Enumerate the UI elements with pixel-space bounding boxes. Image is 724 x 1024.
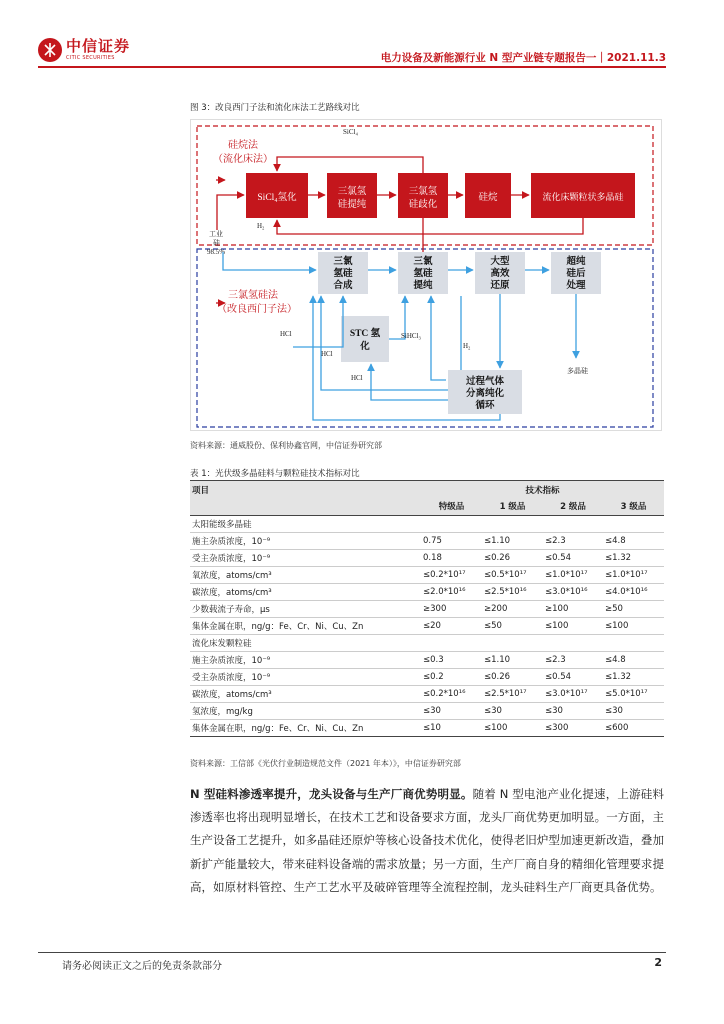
hcl-label-2: HCl bbox=[321, 350, 333, 358]
section-label: 流化床发颗粒硅 bbox=[190, 634, 664, 651]
box-tcs-purify2-l2: 氢硅 bbox=[413, 269, 433, 279]
row-label: 集体金属在职，ng/g：Fe、Cr、Ni、Cu、Zn bbox=[190, 719, 421, 736]
table-row bbox=[190, 617, 664, 634]
box-stc-l2: 化 bbox=[360, 342, 370, 352]
table-cell: ≤1.10 bbox=[482, 651, 543, 668]
company-logo bbox=[38, 38, 130, 62]
table-cell: ≤100 bbox=[543, 617, 603, 634]
table-row bbox=[190, 685, 664, 702]
report-title: 电力设备及新能源行业 N 型产业链专题报告一｜2021.11.3 bbox=[380, 52, 666, 64]
box-sicl4-hyd-label: SiCl₄氢化 bbox=[257, 193, 297, 203]
box-tcs-purify2-l1: 三氯 bbox=[413, 257, 433, 267]
table-header-row-2 bbox=[190, 498, 664, 515]
table-cell: ≤30 bbox=[543, 702, 603, 719]
row-label: 少数载流子寿命，μs bbox=[190, 600, 421, 617]
grade-header: 2 级品 bbox=[543, 498, 603, 515]
box-gas-l1: 过程气体 bbox=[465, 377, 505, 387]
table-cell: ≤300 bbox=[543, 719, 603, 736]
spec-table bbox=[190, 481, 664, 737]
process-flow-diagram bbox=[190, 119, 662, 431]
figure-caption: 图 3：改良西门子法和流化床法工艺路线对比 bbox=[190, 103, 360, 113]
table-cell: ≤0.2*10¹⁷ bbox=[421, 566, 482, 583]
table-cell: ≤50 bbox=[482, 617, 543, 634]
industrial-si-l1: 工业 bbox=[209, 230, 223, 238]
logo-text-en: CITIC SECURITIES bbox=[66, 55, 115, 61]
table-cell: ≥50 bbox=[603, 600, 664, 617]
table-cell: ≤0.54 bbox=[543, 668, 603, 685]
tcs-method-title: 三氯氢硅法 bbox=[228, 290, 278, 301]
table-cell: ≤1.10 bbox=[482, 532, 543, 549]
table-cell: ≥300 bbox=[421, 600, 482, 617]
hcl-label-3: HCl bbox=[351, 374, 363, 382]
figure-source: 资料来源：通威股份、保利协鑫官网，中信证券研究部 bbox=[190, 441, 382, 450]
table-cell: ≤5.0*10¹⁷ bbox=[603, 685, 664, 702]
box-tcs-purify-l2: 硅提纯 bbox=[337, 200, 367, 210]
table-cell: ≤0.26 bbox=[482, 668, 543, 685]
box-gas-l2: 分离纯化 bbox=[465, 389, 505, 399]
box-stc-l1: STC 氢 bbox=[349, 329, 381, 339]
box-tcs-purify2-l3: 提纯 bbox=[413, 281, 433, 291]
table-cell: ≤1.0*10¹⁷ bbox=[543, 566, 603, 583]
table-cell: ≥100 bbox=[543, 600, 603, 617]
sihcl3-label: SiHCl₃ bbox=[401, 332, 421, 340]
table-cell: ≤2.3 bbox=[543, 651, 603, 668]
table-row bbox=[190, 668, 664, 685]
table-cell: 0.18 bbox=[421, 549, 482, 566]
box-post-l3: 处理 bbox=[566, 281, 586, 291]
silane-method-title: 硅烷法 bbox=[228, 140, 258, 151]
table-cell: ≤2.3 bbox=[543, 532, 603, 549]
table-cell: ≤600 bbox=[603, 719, 664, 736]
box-tcs-synth-l2: 氢硅 bbox=[333, 269, 353, 279]
table-cell: 0.75 bbox=[421, 532, 482, 549]
row-label: 氧浓度，atoms/cm³ bbox=[190, 566, 421, 583]
table-cell: ≤4.8 bbox=[603, 651, 664, 668]
paragraph-lead: N 型硅料渗透率提升，龙头设备与生产厂商优势明显。 bbox=[190, 787, 473, 801]
table-row bbox=[190, 600, 664, 617]
row-label: 氢浓度，mg/kg bbox=[190, 702, 421, 719]
box-post-l1: 超纯 bbox=[566, 257, 586, 267]
row-label: 受主杂质浓度，10⁻⁹ bbox=[190, 549, 421, 566]
page-number: 2 bbox=[654, 956, 662, 969]
table-cell: ≤4.0*10¹⁶ bbox=[603, 583, 664, 600]
table-cell: ≤1.32 bbox=[603, 549, 664, 566]
table-row bbox=[190, 566, 664, 583]
footer-divider bbox=[38, 952, 666, 953]
table-section-row bbox=[190, 634, 664, 651]
box-stc-hydrogenation bbox=[341, 316, 389, 362]
polysilicon-label: 多晶硅 bbox=[567, 367, 588, 375]
table-header-row-1 bbox=[190, 481, 664, 498]
table-cell: ≤0.2 bbox=[421, 668, 482, 685]
box-post-l2: 硅后 bbox=[566, 269, 586, 279]
table-source: 资料来源：工信部《光伏行业制造规范文件（2021 年本）》，中信证券研究部 bbox=[190, 759, 461, 768]
table-cell: ≤4.8 bbox=[603, 532, 664, 549]
industrial-si-l2: 硅 bbox=[213, 239, 220, 247]
table-row bbox=[190, 532, 664, 549]
box-gas-l3: 循环 bbox=[475, 401, 495, 411]
hcl-label-1: HCl bbox=[280, 330, 292, 338]
table-cell: ≤30 bbox=[421, 702, 482, 719]
box-reduction-l1: 大型 bbox=[490, 257, 510, 267]
grade-header: 特级品 bbox=[421, 498, 482, 515]
table-cell: ≤20 bbox=[421, 617, 482, 634]
citic-logo-icon bbox=[38, 38, 62, 62]
grade-header: 3 级品 bbox=[603, 498, 664, 515]
h2-top-label: H₂ bbox=[257, 222, 265, 230]
sicl4-label: SiCl₄ bbox=[343, 128, 358, 136]
table-cell: ≤0.5*10¹⁷ bbox=[482, 566, 543, 583]
table-cell: ≥200 bbox=[482, 600, 543, 617]
col-item-header: 项目 bbox=[190, 481, 421, 498]
box-tcs-disprop-l1: 三氯氢 bbox=[408, 187, 438, 197]
row-label: 集体金属在职，ng/g：Fe、Cr、Ni、Cu、Zn bbox=[190, 617, 421, 634]
col-group-header: 技术指标 bbox=[421, 481, 664, 498]
table-cell: ≤0.2*10¹⁶ bbox=[421, 685, 482, 702]
h2-bottom-label: H₂ bbox=[463, 342, 471, 350]
table-cell: ≤1.0*10¹⁷ bbox=[603, 566, 664, 583]
table-row bbox=[190, 719, 664, 736]
row-label: 碳浓度，atoms/cm³ bbox=[190, 685, 421, 702]
body-paragraph bbox=[190, 783, 664, 899]
row-label: 碳浓度，atoms/cm³ bbox=[190, 583, 421, 600]
table-cell: ≤100 bbox=[482, 719, 543, 736]
table-section-row bbox=[190, 515, 664, 532]
table-cell: ≤3.0*10¹⁶ bbox=[543, 583, 603, 600]
row-label: 施主杂质浓度，10⁻⁹ bbox=[190, 651, 421, 668]
table-caption: 表 1：光伏级多晶硅料与颗粒硅技术指标对比 bbox=[190, 469, 360, 479]
box-reduction-l3: 还原 bbox=[490, 281, 510, 291]
row-label: 施主杂质浓度，10⁻⁹ bbox=[190, 532, 421, 549]
table-cell: ≤0.54 bbox=[543, 549, 603, 566]
table-cell: ≤2.5*10¹⁷ bbox=[482, 685, 543, 702]
table-cell: ≤2.0*10¹⁶ bbox=[421, 583, 482, 600]
logo-text-cn: 中信证券 bbox=[66, 37, 131, 55]
table-row bbox=[190, 702, 664, 719]
table-cell: ≤10 bbox=[421, 719, 482, 736]
table-cell: ≤0.3 bbox=[421, 651, 482, 668]
table-cell: ≤3.0*10¹⁷ bbox=[543, 685, 603, 702]
industrial-si-l3: 98.5% bbox=[207, 248, 226, 256]
paragraph-text: 随着 N 型电池产业化提速，上游硅料渗透率也将出现明显增长，在技术工艺和设备要求方面，龙头厂商优势更加明显。一方面，主生产设备工艺提升，如多晶硅还原炉等核心设备技术优化，使得老旧炉型加速更新改造，叠加新扩产能量较大，带来硅料设备端的需求放量；另一方面，生产厂商自身的精细化管理要求提高，如原材料管控、生产工艺水平及破碎管理等全流程控制，龙头硅料生产厂商更具备优势。 bbox=[190, 787, 664, 894]
box-fbr-label: 流化床颗粒状多晶硅 bbox=[542, 192, 624, 202]
table-cell: ≤2.5*10¹⁶ bbox=[482, 583, 543, 600]
tcs-method-subtitle: （改良西门子法） bbox=[217, 304, 297, 315]
disclaimer-note: 请务必阅读正文之后的免责条款部分 bbox=[62, 961, 222, 972]
header-divider bbox=[38, 66, 666, 68]
box-tcs-synth-l1: 三氯 bbox=[333, 257, 353, 267]
table-cell: ≤30 bbox=[603, 702, 664, 719]
box-tcs-disprop-l2: 硅歧化 bbox=[408, 200, 438, 210]
box-tcs-synth-l3: 合成 bbox=[333, 281, 353, 291]
box-reduction-l2: 高效 bbox=[490, 269, 510, 279]
table-cell: ≤1.32 bbox=[603, 668, 664, 685]
table-cell: ≤30 bbox=[482, 702, 543, 719]
table-row bbox=[190, 583, 664, 600]
box-tcs-purify-l1: 三氯氢 bbox=[337, 187, 367, 197]
row-label: 受主杂质浓度，10⁻⁹ bbox=[190, 668, 421, 685]
silane-method-subtitle: （流化床法） bbox=[213, 154, 273, 165]
table-cell: ≤0.26 bbox=[482, 549, 543, 566]
grade-header: 1 级品 bbox=[482, 498, 543, 515]
box-silane-label: 硅烷 bbox=[478, 193, 498, 203]
table-cell: ≤100 bbox=[603, 617, 664, 634]
table-row bbox=[190, 549, 664, 566]
section-label: 太阳能级多晶硅 bbox=[190, 515, 664, 532]
table-row bbox=[190, 651, 664, 668]
